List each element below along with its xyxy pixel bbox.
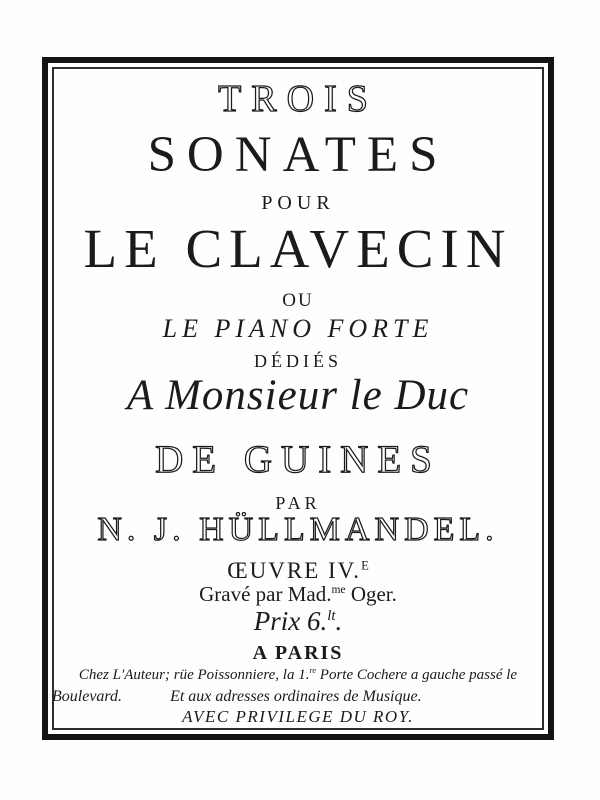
engraver-credit-line <box>42 584 554 605</box>
royal-privilege-line: AVEC PRIVILEGE DU ROY. <box>182 707 414 726</box>
title-line-sonates: SONATES <box>147 127 449 183</box>
title-line-pianoforte: LE PIANO FORTE <box>162 314 434 343</box>
price-superscript: lt <box>327 608 336 624</box>
engraver-credit-pre: Gravé par Mad. <box>199 582 332 606</box>
opus-number-line <box>42 559 554 582</box>
engraver-credit-superscript: me <box>331 584 346 596</box>
title-line-trois: TROIS <box>218 78 378 120</box>
title-line-clavecin: LE CLAVECIN <box>83 218 513 279</box>
price-line <box>42 608 554 635</box>
dedicatee-line-de-guines: DE GUINES <box>155 438 441 481</box>
price-text: Prix 6. <box>253 606 328 636</box>
price-post: . <box>335 606 343 636</box>
publisher-address-superscript: re <box>309 666 317 675</box>
title-line-par: PAR <box>275 493 321 513</box>
title-line-dedies: DÉDIÉS <box>254 351 342 371</box>
title-line-pour: POUR <box>261 192 335 214</box>
opus-number-superscript: E <box>361 558 369 573</box>
publisher-address-line2 <box>42 689 554 705</box>
publisher-address-line1 <box>42 667 554 683</box>
composer-name-line: N. J. HÜLLMANDEL. <box>97 511 499 548</box>
publisher-address-pre: Chez L'Auteur; rüe Poissonniere, la 1. <box>78 667 310 683</box>
title-line-ou: OU <box>282 290 314 311</box>
dedication-script-line: A Monsieur le Duc <box>126 372 470 419</box>
opus-number-text: ŒUVRE IV. <box>227 558 362 583</box>
engraver-credit-post: Oger. <box>345 582 397 606</box>
publisher-address-post: Porte Cochere a gauche passé le <box>316 667 518 683</box>
place-of-publication-line: A PARIS <box>252 642 344 664</box>
publisher-address-boulevard: Boulevard. <box>52 688 123 705</box>
publisher-address-music-shops: Et aux adresses ordinaires de Musique. <box>170 688 422 705</box>
